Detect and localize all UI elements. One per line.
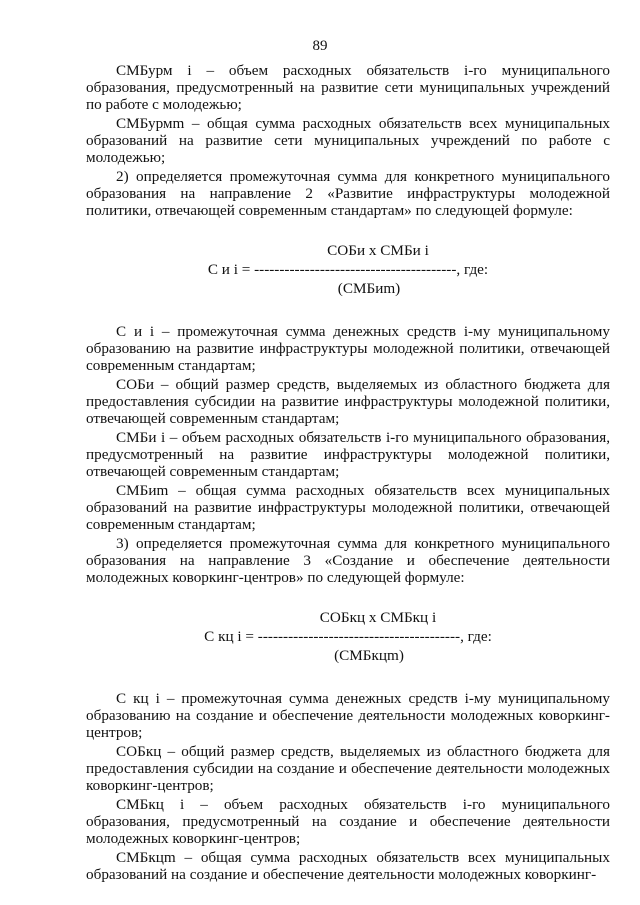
page-number: 89 xyxy=(312,38,328,54)
definition-smburm-m: СМБурмm – общая сумма расходных обязательств всех муниципальных образований на развитие сети муниципальных учреждений по работе с молодежью; xyxy=(86,115,610,166)
page-body xyxy=(86,62,610,885)
formula-infrastructure xyxy=(86,241,610,298)
formula-coworking xyxy=(86,608,610,665)
definition-sobi: СОБи – общий размер средств, выделяемых из областного бюджета для предоставления субсидии на развитие инфраструктуры молодежной политики, отвечающей современным стандартам; xyxy=(86,376,610,427)
formula-denominator: (СМБиm) xyxy=(337,280,401,297)
formula-line: С и i = ----------------------------------------, где: xyxy=(207,261,489,278)
formula-denominator: (СМБкцm) xyxy=(334,647,404,664)
definition-c-kc-i: С кц i – промежуточная сумма денежных средств i-му муниципальному образованию на создание и обеспечение деятельности молодежных коворкинг-центров; xyxy=(86,690,610,741)
definition-c-i: С и i – промежуточная сумма денежных средств i-му муниципальному образованию на развитие инфраструктуры молодежной политики, отвечающей современным стандартам; xyxy=(86,323,610,374)
definition-smbi-i: СМБи i – объем расходных обязательств i-го муниципального образования, предусмотренный на развитие инфраструктуры молодежной политики, отвечающей современным стандартам; xyxy=(86,429,610,480)
definition-smbkc-m: СМБкцm – общая сумма расходных обязательств всех муниципальных образований на создание и обеспечение деятельности молодежных коворкинг- xyxy=(86,849,610,883)
step-3-paragraph: 3) определяется промежуточная сумма для конкретного муниципального образования на направление 3 «Создание и обеспечение деятельности молодежных коворкинг-центров» по следующей формуле: xyxy=(86,535,610,586)
definition-sobkc: СОБкц – общий размер средств, выделяемых из областного бюджета для предоставления субсидии на создание и обеспечение деятельности молодежных коворкинг-центров; xyxy=(86,743,610,794)
definition-smbi-m: СМБиm – общая сумма расходных обязательств всех муниципальных образований на развитие инфраструктуры молодежной политики, отвечающей современным стандартам; xyxy=(86,482,610,533)
formula-line: С кц i = ----------------------------------------, где: xyxy=(204,628,492,645)
formula-numerator: СОБкц х СМБкц i xyxy=(319,609,437,626)
formula-numerator: СОБи х СМБи i xyxy=(327,242,429,259)
step-2-paragraph: 2) определяется промежуточная сумма для конкретного муниципального образования на направление 2 «Развитие инфраструктуры молодежной политики, отвечающей современным стандартам» по следующей формуле: xyxy=(86,168,610,219)
definition-smbkc-i: СМБкц i – объем расходных обязательств i-го муниципального образования, предусмотренный на создание и обеспечение деятельности молодежных коворкинг-центров; xyxy=(86,796,610,847)
definition-smburm-i: СМБурм i – объем расходных обязательств i-го муниципального образования, предусмотренный на развитие сети муниципальных учреждений по работе с молодежью; xyxy=(86,62,610,113)
